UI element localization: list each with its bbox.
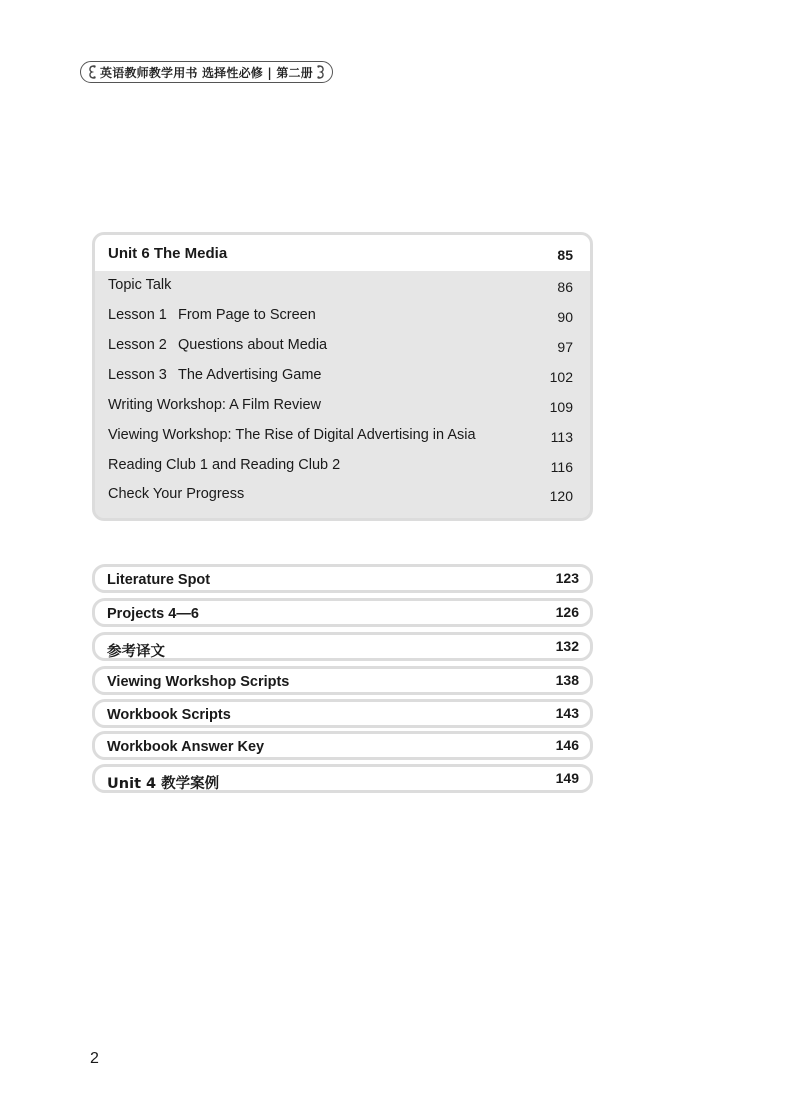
appendix-page: 126 [555, 604, 579, 620]
toc-item-lesson-2[interactable] [108, 337, 573, 359]
toc-item-label: Check Your Progress [108, 486, 245, 502]
toc-item-page: 102 [549, 369, 573, 385]
toc-item-lesson-number: Lesson 1 [108, 307, 167, 323]
toc-item-label: Reading Club 1 and Reading Club 2 [108, 457, 341, 473]
toc-item-lesson-number: Lesson 2 [108, 337, 167, 353]
appendix-label: Workbook Answer Key [107, 739, 265, 755]
unit-page-number: 85 [557, 247, 573, 263]
toc-item-lesson-1[interactable] [108, 307, 573, 329]
toc-item-page: 90 [557, 309, 573, 325]
unit-contents-box [92, 232, 593, 521]
toc-item-label: Viewing Workshop: The Rise of Digital Advertising in Asia [108, 427, 476, 443]
appendix-label: Viewing Workshop Scripts [107, 674, 290, 690]
toc-item-page: 86 [557, 279, 573, 295]
toc-item-label: The Advertising Game [178, 367, 322, 383]
appendix-label: Unit 4 教学案例 [107, 776, 220, 792]
toc-item-lesson-3[interactable] [108, 367, 573, 389]
appendix-projects[interactable] [92, 598, 593, 627]
toc-item-topic-talk[interactable] [108, 277, 573, 299]
appendix-page: 149 [555, 770, 579, 786]
toc-item-label: Questions about Media [178, 337, 328, 353]
appendix-viewing-workshop-scripts[interactable] [92, 666, 593, 695]
toc-item-page: 109 [549, 399, 573, 415]
appendix-page: 132 [555, 638, 579, 654]
running-header [80, 61, 333, 83]
appendix-workbook-scripts[interactable] [92, 699, 593, 728]
appendix-label: 参考译文 [107, 644, 165, 660]
toc-item-page: 120 [549, 488, 573, 504]
toc-item-viewing-workshop[interactable] [108, 427, 573, 449]
toc-item-check-your-progress[interactable] [108, 486, 573, 508]
appendix-page: 138 [555, 672, 579, 688]
toc-item-page: 113 [550, 429, 573, 445]
unit-title: Unit 6 The Media [108, 245, 228, 262]
toc-item-writing-workshop[interactable] [108, 397, 573, 419]
appendix-reference-translation[interactable] [92, 632, 593, 661]
appendix-label: Workbook Scripts [107, 707, 231, 723]
appendix-label: Projects 4—6 [107, 606, 199, 622]
page-number: 2 [90, 1050, 99, 1067]
appendix-page: 143 [555, 705, 579, 721]
toc-item-label: Topic Talk [108, 277, 172, 293]
appendix-workbook-answer-key[interactable] [92, 731, 593, 760]
toc-item-reading-club[interactable] [108, 457, 573, 479]
left-scroll-ornament-icon [87, 64, 97, 80]
toc-item-page: 97 [557, 339, 573, 355]
toc-item-lesson-number: Lesson 3 [108, 367, 167, 383]
right-scroll-ornament-icon [316, 64, 326, 80]
appendix-page: 123 [555, 570, 579, 586]
running-header-title: 英语教师教学用书 选择性必修 | 第二册 [100, 65, 313, 80]
appendix-page: 146 [555, 737, 579, 753]
appendix-unit-4-teaching-case[interactable] [92, 764, 593, 793]
toc-item-label: From Page to Screen [178, 307, 316, 323]
toc-item-label: Writing Workshop: A Film Review [108, 397, 321, 413]
appendix-literature-spot[interactable] [92, 564, 593, 593]
appendix-label: Literature Spot [107, 572, 211, 588]
toc-item-page: 116 [550, 459, 573, 475]
unit-heading-row[interactable] [95, 235, 590, 271]
